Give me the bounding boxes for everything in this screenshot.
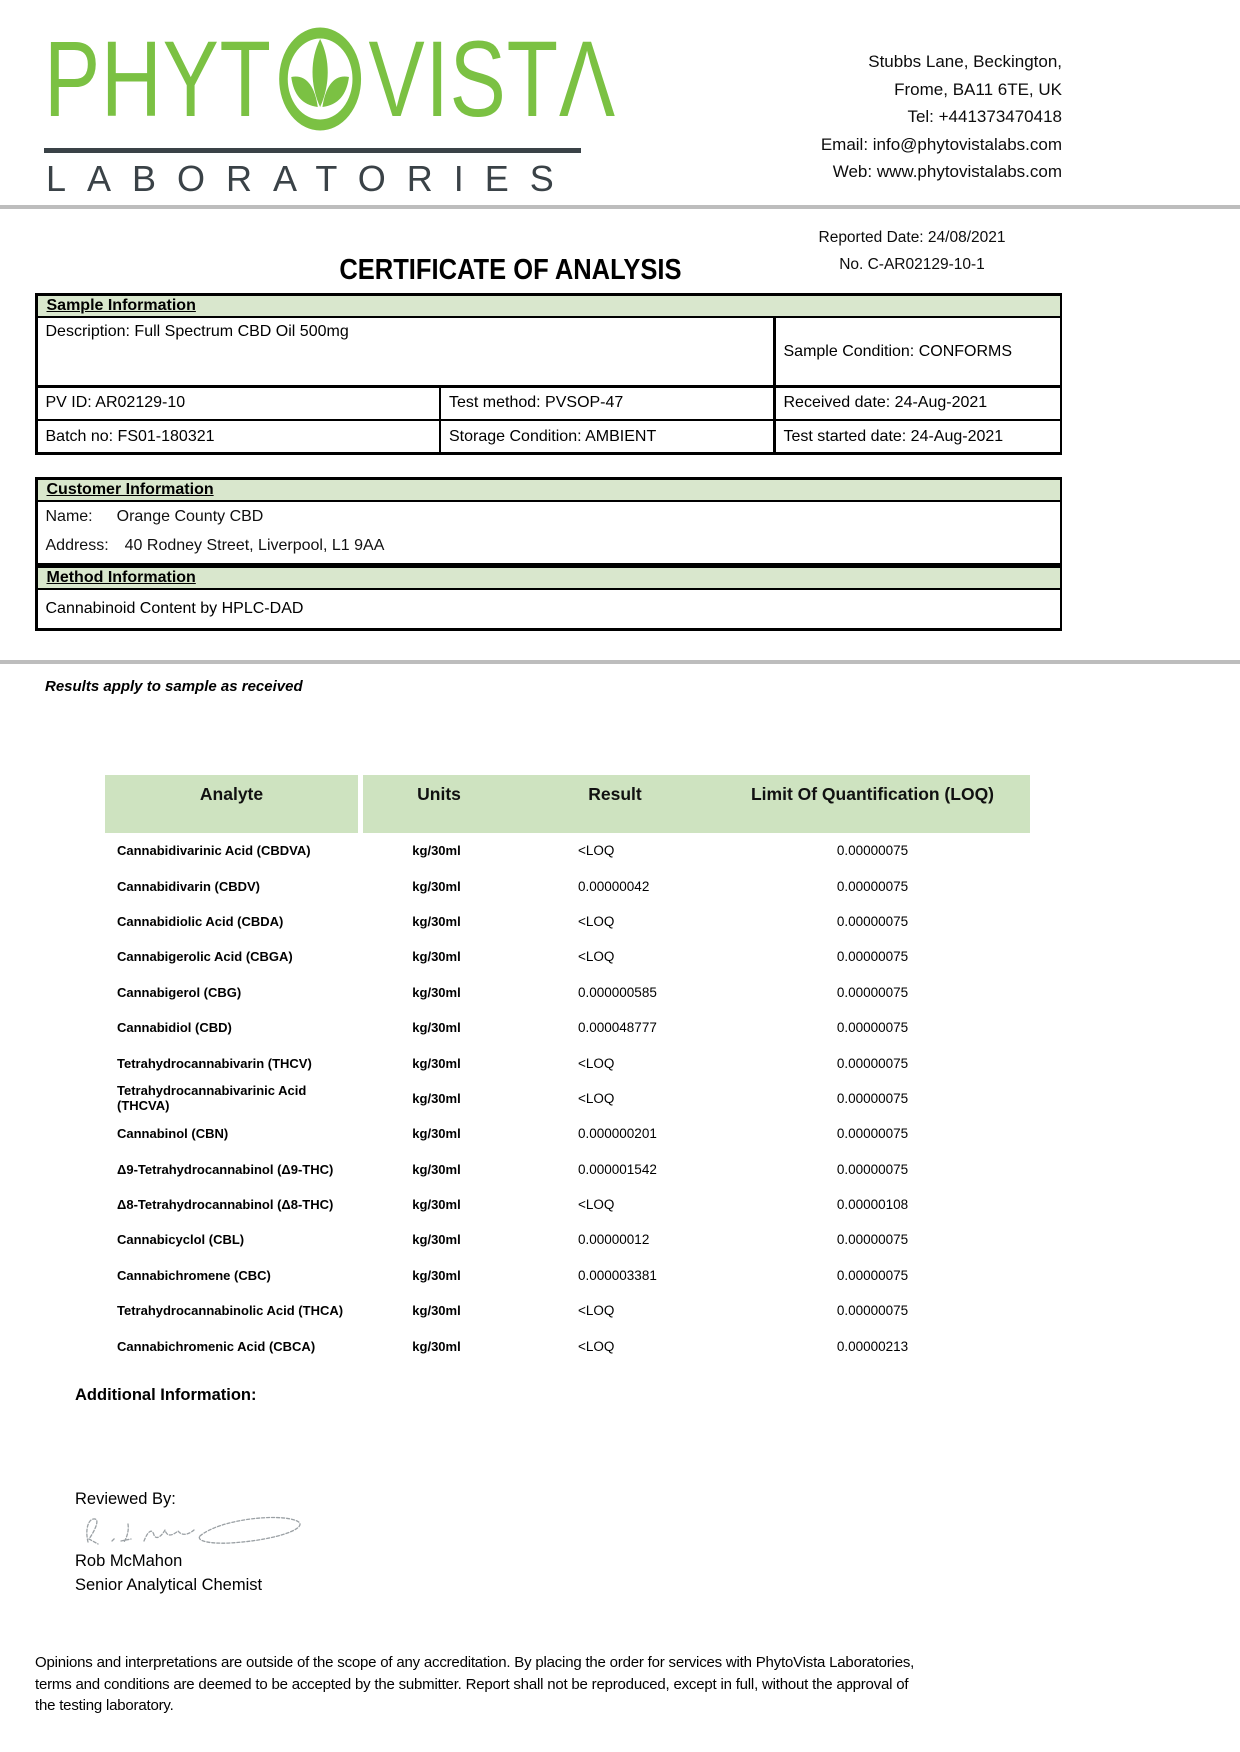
disclaimer-line: the testing laboratory. bbox=[35, 1697, 174, 1714]
additional-information-label: Additional Information: bbox=[75, 1386, 257, 1404]
results-table-row bbox=[105, 1045, 1030, 1080]
section-title: Customer Information bbox=[46, 480, 214, 498]
units-value: kg/30ml bbox=[412, 1161, 461, 1177]
loq-value: 0.00000075 bbox=[836, 1303, 909, 1319]
loq-value: 0.00000075 bbox=[836, 913, 909, 929]
logo-text-suffix: VISTΛ bbox=[368, 18, 616, 139]
result-value: 0.00000012 bbox=[578, 1232, 650, 1248]
units-value: kg/30ml bbox=[412, 1020, 461, 1036]
units-value: kg/30ml bbox=[412, 1197, 461, 1213]
results-header-right bbox=[363, 775, 1030, 833]
customer-information-section bbox=[35, 477, 1062, 566]
contact-phone: Tel: +441373470418 bbox=[907, 107, 1062, 126]
address-value: 40 Rodney Street, Liverpool, L1 9AA bbox=[124, 537, 385, 554]
name-label: Name: bbox=[45, 508, 93, 525]
units-value: kg/30ml bbox=[412, 1232, 461, 1248]
name-value: Orange County CBD bbox=[116, 508, 264, 525]
results-table-row bbox=[105, 1222, 1030, 1257]
result-value: <LOQ bbox=[578, 913, 615, 929]
result-value: <LOQ bbox=[578, 1197, 615, 1213]
logo-subtitle: LABORATORIES bbox=[46, 158, 575, 199]
customer-name-row bbox=[46, 508, 1052, 526]
method-information-section bbox=[35, 565, 1062, 631]
result-value: 0.000000585 bbox=[578, 984, 657, 1000]
test-method-field: Test method: PVSOP-47 bbox=[441, 388, 773, 419]
units-value: kg/30ml bbox=[412, 878, 461, 894]
lab-contact-block bbox=[821, 48, 1062, 186]
units-value: kg/30ml bbox=[412, 843, 461, 859]
loq-value: 0.00000075 bbox=[836, 1090, 909, 1106]
analyte-name: Cannabidiolic Acid (CBDA) bbox=[117, 913, 284, 929]
results-table-row bbox=[105, 1328, 1030, 1363]
column-header-loq: Limit Of Quantification (LOQ) bbox=[750, 784, 995, 804]
sample-information-section bbox=[35, 293, 1062, 455]
result-value: <LOQ bbox=[578, 1338, 615, 1354]
analyte-name: Tetrahydrocannabinolic Acid (THCA) bbox=[117, 1303, 344, 1319]
results-table-row bbox=[105, 833, 1030, 868]
contact-address-line2: Frome, BA11 6TE, UK bbox=[894, 79, 1062, 99]
results-table-row bbox=[105, 1258, 1030, 1293]
analyte-name: Δ9-Tetrahydrocannabinol (Δ9-THC) bbox=[117, 1161, 334, 1177]
result-value: <LOQ bbox=[578, 1055, 615, 1071]
sample-information-header bbox=[38, 296, 1060, 316]
address-label: Address: bbox=[45, 537, 109, 554]
reviewed-by-label: Reviewed By: bbox=[75, 1490, 176, 1508]
analyte-name: Cannabigerolic Acid (CBGA) bbox=[117, 949, 293, 965]
reviewer-job-title: Senior Analytical Chemist bbox=[75, 1576, 263, 1594]
loq-value: 0.00000075 bbox=[836, 949, 909, 965]
disclaimer-line: Opinions and interpretations are outside of the scope of any accreditation. By placing the order for services with PhytoVista Laboratories, bbox=[35, 1654, 915, 1671]
units-value: kg/30ml bbox=[412, 1303, 461, 1319]
reported-date: Reported Date: 24/08/2021 bbox=[818, 229, 1006, 246]
analyte-name: Cannabichromenic Acid (CBCA) bbox=[117, 1338, 316, 1354]
units-value: kg/30ml bbox=[412, 1055, 461, 1071]
results-table-header bbox=[105, 775, 1030, 833]
storage-condition-field: Storage Condition: AMBIENT bbox=[441, 421, 773, 452]
description-field: Description: Full Spectrum CBD Oil 500mg bbox=[38, 318, 774, 385]
logo-divider bbox=[44, 148, 581, 153]
analyte-name: Tetrahydrocannabivarin (THCV) bbox=[117, 1055, 312, 1071]
header-divider bbox=[0, 205, 1240, 209]
section-title: Sample Information bbox=[46, 296, 196, 314]
result-value: <LOQ bbox=[578, 1090, 615, 1106]
result-value: 0.000001542 bbox=[578, 1161, 657, 1177]
units-value: kg/30ml bbox=[412, 1267, 461, 1283]
contact-web: Web: www.phytovistalabs.com bbox=[832, 162, 1062, 181]
results-table-row bbox=[105, 1081, 1030, 1116]
received-date-field: Received date: 24-Aug-2021 bbox=[776, 388, 1060, 419]
disclaimer-text bbox=[35, 1652, 1215, 1717]
units-value: kg/30ml bbox=[412, 1126, 461, 1142]
customer-information-header bbox=[38, 480, 1060, 500]
analyte-name: Cannabidivarin (CBDV) bbox=[117, 878, 261, 894]
results-table-row bbox=[105, 1152, 1030, 1187]
results-table-row bbox=[105, 1187, 1030, 1222]
loq-value: 0.00000213 bbox=[836, 1338, 909, 1354]
results-table-row bbox=[105, 975, 1030, 1010]
result-value: 0.00000042 bbox=[578, 878, 650, 894]
results-table-row bbox=[105, 1293, 1030, 1328]
units-value: kg/30ml bbox=[412, 1090, 461, 1106]
units-value: kg/30ml bbox=[412, 949, 461, 965]
loq-value: 0.00000075 bbox=[836, 1267, 909, 1283]
analyte-name: Tetrahydrocannabivarinic Acid (THCVA) bbox=[117, 1083, 307, 1114]
results-table-row bbox=[105, 904, 1030, 939]
pv-id-field: PV ID: AR02129-10 bbox=[38, 388, 439, 419]
sample-condition-field: Sample Condition: CONFORMS bbox=[776, 318, 1060, 385]
units-value: kg/30ml bbox=[412, 1338, 461, 1354]
column-header-units: Units bbox=[417, 784, 461, 804]
result-value: <LOQ bbox=[578, 949, 615, 965]
analyte-name: Δ8-Tetrahydrocannabinol (Δ8-THC) bbox=[117, 1197, 334, 1213]
loq-value: 0.00000075 bbox=[836, 1055, 909, 1071]
customer-address-row bbox=[46, 537, 1052, 555]
analyte-name: Cannabigerol (CBG) bbox=[117, 984, 242, 1000]
results-table-row bbox=[105, 1116, 1030, 1151]
phytovista-logo bbox=[44, 18, 616, 139]
units-value: kg/30ml bbox=[412, 913, 461, 929]
loq-value: 0.00000075 bbox=[836, 1126, 909, 1142]
loq-value: 0.00000108 bbox=[836, 1197, 909, 1213]
result-value: 0.000000201 bbox=[578, 1126, 657, 1142]
results-note: Results apply to sample as received bbox=[45, 678, 303, 695]
disclaimer-line: terms and conditions are deemed to be accepted by the submitter. Report shall not be reproduced, except in full, without the approval of bbox=[35, 1675, 909, 1693]
report-number: No. C-AR02129-10-1 bbox=[839, 256, 985, 273]
contact-email: Email: info@phytovistalabs.com bbox=[820, 134, 1062, 154]
loq-value: 0.00000075 bbox=[836, 984, 909, 1000]
result-value: <LOQ bbox=[578, 1303, 615, 1319]
test-started-date-field: Test started date: 24-Aug-2021 bbox=[776, 421, 1060, 452]
leaf-o-icon bbox=[274, 27, 366, 131]
results-table bbox=[105, 775, 1030, 1364]
batch-no-field: Batch no: FS01-180321 bbox=[38, 421, 439, 452]
loq-value: 0.00000075 bbox=[836, 1161, 909, 1177]
units-value: kg/30ml bbox=[412, 984, 461, 1000]
results-table-row bbox=[105, 939, 1030, 974]
section-divider bbox=[0, 660, 1240, 664]
column-header-result: Result bbox=[588, 784, 642, 804]
section-title: Method Information bbox=[46, 568, 196, 586]
analyte-name: Cannabidiol (CBD) bbox=[117, 1020, 232, 1036]
analyte-name: Cannabicyclol (CBL) bbox=[117, 1232, 245, 1248]
analyte-name: Cannabichromene (CBC) bbox=[117, 1267, 271, 1283]
loq-value: 0.00000075 bbox=[836, 1232, 909, 1248]
results-table-row bbox=[105, 868, 1030, 903]
reviewer-name: Rob McMahon bbox=[75, 1552, 183, 1570]
contact-address-line1: Stubbs Lane, Beckington, bbox=[868, 52, 1062, 71]
result-value: <LOQ bbox=[578, 843, 615, 859]
loq-value: 0.00000075 bbox=[836, 843, 909, 859]
page-title: CERTIFICATE OF ANALYSIS bbox=[338, 254, 682, 286]
logo-text-prefix: PHYT bbox=[44, 18, 272, 139]
results-table-row bbox=[105, 1010, 1030, 1045]
column-header-analyte: Analyte bbox=[105, 775, 358, 833]
loq-value: 0.00000075 bbox=[836, 1020, 909, 1036]
analyte-name: Cannabidivarinic Acid (CBDVA) bbox=[117, 843, 311, 859]
result-value: 0.000003381 bbox=[578, 1267, 657, 1283]
method-information-header bbox=[38, 568, 1060, 588]
signature-image bbox=[78, 1506, 313, 1554]
analyte-name: Cannabinol (CBN) bbox=[117, 1126, 229, 1142]
customer-details bbox=[38, 502, 1060, 563]
result-value: 0.000048777 bbox=[578, 1020, 657, 1036]
results-table-body bbox=[105, 833, 1030, 1364]
loq-value: 0.00000075 bbox=[836, 878, 909, 894]
method-field: Cannabinoid Content by HPLC-DAD bbox=[38, 590, 1060, 628]
